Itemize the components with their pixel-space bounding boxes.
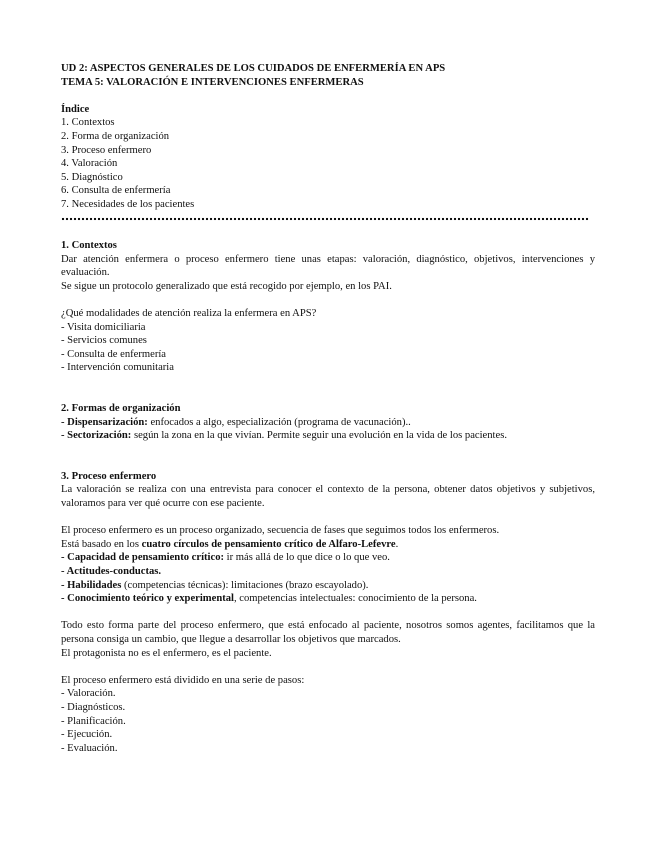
index-list [61,116,595,211]
section3-paragraph: Todo esto forma parte del proceso enfermero, que está enfocado al paciente, nosotros somos agentes, facilitamos que la persona consiga un cambio, que llegue a desarrollar los objetivos que marcados. [61,620,595,645]
steps-list [61,687,595,755]
circle-label: - Habilidades [61,579,122,591]
organization-text: según la zona en la que vivían. Permite seguir una evolución en la vida de los pacientes. [131,430,507,442]
list-item: - Consulta de enfermería [61,348,167,360]
list-item: - Valoración. [61,688,116,700]
index-item: 6. Consulta de enfermería [61,185,171,197]
list-item: - Visita domiciliaria [61,321,146,333]
section3-heading: 3. Proceso enfermero [61,470,157,482]
document-page [61,62,595,755]
section1-question: ¿Qué modalidades de atención realiza la enfermera en APS? [61,308,317,320]
circle-label: - Conocimiento teórico y experimental [61,593,234,605]
circle-text: ir más allá de lo que dice o lo que veo. [224,552,390,564]
circle-item [61,551,595,565]
index-item: 1. Contextos [61,117,115,129]
list-item: - Evaluación. [61,742,118,754]
circle-text: (competencias técnicas): limitaciones (brazo escayolado). [121,579,369,591]
modalities-list [61,321,595,375]
text-span: . [395,538,399,550]
list-item: - Servicios comunes [61,335,147,347]
index-item: 5. Diagnóstico [61,171,123,183]
circle-item [61,592,595,606]
section1-paragraph: Dar atención enfermera o proceso enfermero tiene unas etapas: valoración, diagnóstico, objetivos, intervenciones y evaluación. [61,253,595,279]
list-item: - Planificación. [61,715,126,727]
section1-heading: 1. Contextos [61,240,117,252]
section3-paragraph: El proceso enfermero es un proceso organizado, secuencia de fases que seguimos todos los enfermeros. [61,525,500,537]
section3-paragraph [61,538,595,552]
organization-label: - Sectorización: [61,430,132,442]
circle-item: - Actitudes-conductas. [61,566,162,577]
index-heading: Índice [61,103,90,115]
organization-label: - Dispensarización: [61,416,148,428]
organization-item [61,429,595,443]
list-item: - Ejecución. [61,729,113,741]
unit-title: UD 2: ASPECTOS GENERALES DE LOS CUIDADOS DE ENFERMERÍA EN APS [61,63,446,74]
circle-item [61,579,595,593]
section2-heading: 2. Formas de organización [61,403,181,415]
section3-paragraph: El proceso enfermero está dividido en una serie de pasos: [61,674,305,686]
topic-title: TEMA 5: VALORACIÓN E INTERVENCIONES ENFERMERAS [61,76,364,88]
alfaro-lefevre-reference: cuatro círculos de pensamiento crítico de Alfaro-Lefevre [141,538,396,550]
section3-paragraph: La valoración se realiza con una entrevista para conocer el contexto de la persona, obtener datos objetivos y subjetivos, valoramos para ver qué ocurre con ese paciente. [61,484,595,510]
index-item: 4. Valoración [61,158,118,170]
circle-label: - Capacidad de pensamiento crítico: [61,552,225,564]
circle-text: , competencias intelectuales: conocimiento de la persona. [233,593,477,605]
list-item: - Diagnósticos. [61,701,126,713]
dotted-divider [61,217,589,221]
index-item: 3. Proceso enfermero [61,144,152,156]
list-item: - Intervención comunitaria [61,362,174,374]
index-item: 2. Forma de organización [61,130,170,142]
organization-text: enfocados a algo, especialización (programa de vacunación).. [147,416,411,428]
section1-paragraph: Se sigue un protocolo generalizado que está recogido por ejemplo, en los PAI. [61,280,392,292]
section3-paragraph: El protagonista no es el enfermero, es el paciente. [61,647,272,659]
organization-item [61,416,595,430]
text-span: Está basado en los [61,538,142,550]
index-item: 7. Necesidades de los pacientes [61,198,195,210]
